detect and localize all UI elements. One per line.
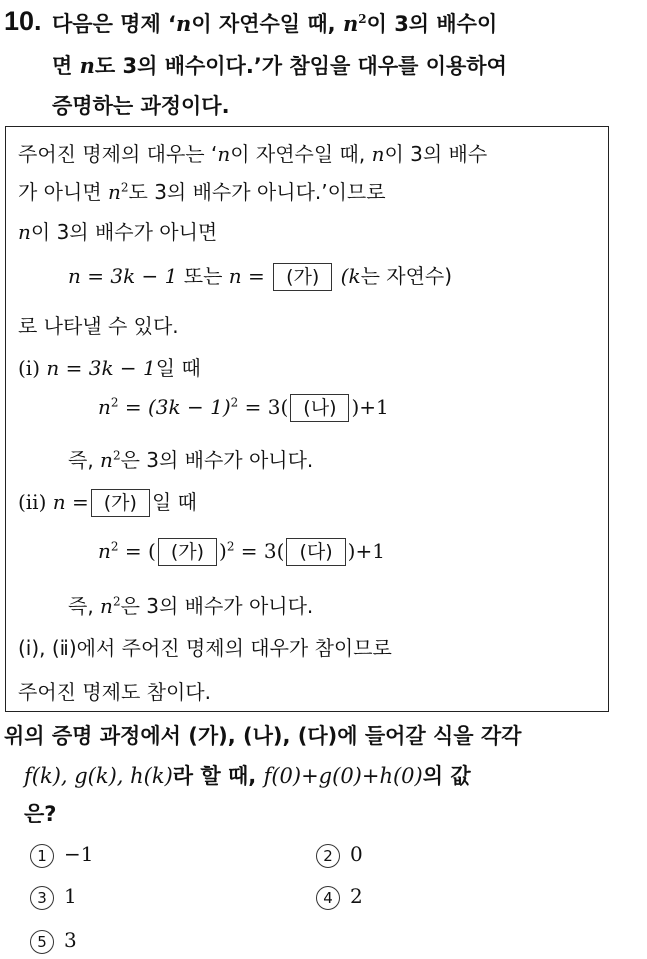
question-line-1: 다음은 명제 ‘n이 자연수일 때, $n^2$이 3의 배수이: [52, 11, 498, 36]
choice-4[interactable]: 4 2: [316, 884, 363, 910]
proof-line-11: 즉, $n^2$은 3의 배수가 아니다.: [68, 594, 314, 618]
proof-line-1: 주어진 명제의 대우는 ‘n이 자연수일 때, n이 3의 배수: [18, 142, 488, 166]
proof-line-6: (ⅰ) n = 3k − 1일 때: [18, 356, 201, 380]
proof-line-5: 로 나타낼 수 있다.: [18, 314, 179, 338]
choice-marker: 1: [30, 844, 54, 868]
proof-line-8: 즉, $n^2$은 3의 배수가 아니다.: [68, 448, 314, 472]
blank-da: (다): [286, 538, 345, 566]
proof-line-13: 주어진 명제도 참이다.: [18, 680, 211, 704]
question-line-3: 증명하는 과정이다.: [52, 94, 230, 118]
proof-line-2: 가 아니면 $n^2$도 3의 배수가 아니다.’이므로: [18, 180, 386, 204]
choice-2[interactable]: 2 0: [316, 842, 363, 868]
proof-line-10: $n^2$ = ( (가) )$^2$ = 3( (다) )+1: [98, 538, 385, 566]
choice-5[interactable]: 5 3: [30, 928, 77, 954]
choice-1[interactable]: 1 −1: [30, 842, 93, 868]
blank-ga-2: (가): [91, 489, 150, 517]
choice-marker: 2: [316, 844, 340, 868]
choice-marker: 5: [30, 930, 54, 954]
ask-line-1: 위의 증명 과정에서 (가), (나), (다)에 들어갈 식을 각각: [4, 724, 522, 748]
proof-line-12: (ⅰ), (ⅱ)에서 주어진 명제의 대우가 참이므로: [18, 636, 392, 660]
choice-3[interactable]: 3 1: [30, 884, 77, 910]
ask-line-3: 은?: [24, 802, 57, 826]
question-number: 10.: [4, 6, 42, 36]
blank-ga-3: (가): [158, 538, 217, 566]
proof-line-9: (ⅱ) n = (가) 일 때: [18, 486, 197, 517]
proof-line-4: n = 3k − 1 또는 n = (가) (k는 자연수): [68, 260, 452, 291]
choice-marker: 4: [316, 886, 340, 910]
question-line-2: 면 n도 3의 배수이다.’가 참임을 대우를 이용하여: [52, 53, 507, 78]
blank-ga: (가): [273, 263, 332, 291]
ask-line-2: f(k), g(k), h(k)라 할 때, f(0)+g(0)+h(0)의 값: [24, 764, 471, 788]
proof-line-3: n이 3의 배수가 아니면: [18, 220, 218, 244]
choice-marker: 3: [30, 886, 54, 910]
proof-line-7: $n^2 = (3k - 1)^2 = 3$( (나) )+1: [98, 394, 389, 422]
blank-na: (나): [290, 394, 349, 422]
